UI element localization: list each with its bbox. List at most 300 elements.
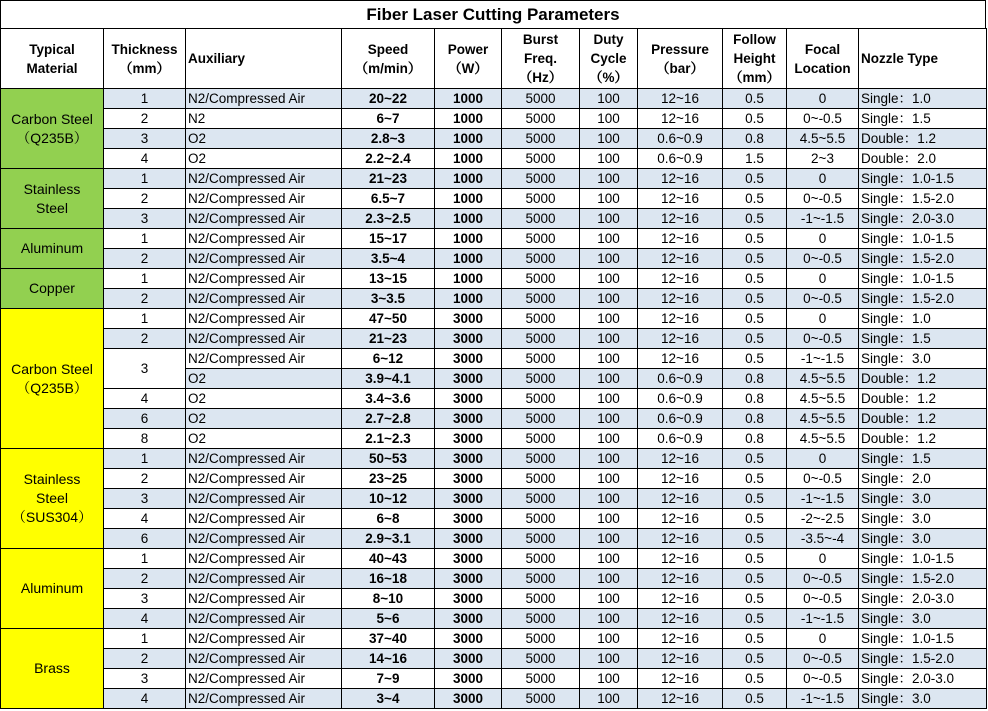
thickness-cell: 3 (104, 669, 186, 689)
header-duty-cycle (580, 29, 638, 89)
header-line: （m/min） (354, 60, 422, 76)
burst-freq-cell: 5000 (502, 229, 580, 249)
pressure-cell: 12~16 (638, 489, 723, 509)
power-cell: 3000 (435, 449, 502, 469)
power-cell: 3000 (435, 369, 502, 389)
auxiliary-cell: N2/Compressed Air (186, 509, 342, 529)
burst-freq-cell: 5000 (502, 309, 580, 329)
thickness-cell: 3 (104, 209, 186, 229)
header-line: Material (26, 60, 78, 76)
power-cell: 3000 (435, 489, 502, 509)
power-cell: 1000 (435, 249, 502, 269)
duty-cycle-cell: 100 (580, 229, 638, 249)
thickness-cell: 2 (104, 289, 186, 309)
thickness-cell: 2 (104, 249, 186, 269)
speed-cell: 2.2~2.4 (342, 149, 435, 169)
speed-cell: 3~3.5 (342, 289, 435, 309)
auxiliary-cell: N2/Compressed Air (186, 209, 342, 229)
pressure-cell: 12~16 (638, 269, 723, 289)
nozzle-type-cell: Single：1.5-2.0 (859, 569, 987, 589)
auxiliary-cell: N2/Compressed Air (186, 529, 342, 549)
header-thickness (104, 29, 186, 89)
table-row (1, 569, 987, 589)
pressure-cell: 12~16 (638, 669, 723, 689)
header-focal-location (787, 29, 859, 89)
table-row (1, 669, 987, 689)
follow-height-cell: 0.5 (723, 109, 787, 129)
duty-cycle-cell: 100 (580, 669, 638, 689)
auxiliary-cell: N2/Compressed Air (186, 349, 342, 369)
focal-location-cell: 0~-0.5 (787, 289, 859, 309)
auxiliary-cell: N2/Compressed Air (186, 549, 342, 569)
header-line: Typical (29, 41, 75, 57)
thickness-cell: 3 (104, 349, 186, 389)
table-row (1, 549, 987, 569)
pressure-cell: 12~16 (638, 649, 723, 669)
power-cell: 3000 (435, 469, 502, 489)
auxiliary-cell: N2/Compressed Air (186, 489, 342, 509)
nozzle-type-cell: Single：1.0-1.5 (859, 269, 987, 289)
material-label: （Q235B） (16, 379, 88, 396)
nozzle-type-cell: Single：3.0 (859, 609, 987, 629)
speed-cell: 6.5~7 (342, 189, 435, 209)
header-follow-height (723, 29, 787, 89)
header-power (435, 29, 502, 89)
duty-cycle-cell: 100 (580, 189, 638, 209)
thickness-cell: 2 (104, 329, 186, 349)
thickness-cell: 1 (104, 89, 186, 109)
duty-cycle-cell: 100 (580, 549, 638, 569)
focal-location-cell: 0 (787, 629, 859, 649)
duty-cycle-cell: 100 (580, 489, 638, 509)
auxiliary-cell: N2/Compressed Air (186, 229, 342, 249)
speed-cell: 6~7 (342, 109, 435, 129)
speed-cell: 7~9 (342, 669, 435, 689)
burst-freq-cell: 5000 (502, 509, 580, 529)
speed-cell: 47~50 (342, 309, 435, 329)
power-cell: 3000 (435, 649, 502, 669)
thickness-cell: 1 (104, 269, 186, 289)
pressure-cell: 12~16 (638, 509, 723, 529)
auxiliary-cell: N2/Compressed Air (186, 189, 342, 209)
power-cell: 3000 (435, 309, 502, 329)
nozzle-type-cell: Single：1.5 (859, 109, 987, 129)
header-line: Pressure (651, 41, 709, 57)
header-speed (342, 29, 435, 89)
follow-height-cell: 0.5 (723, 289, 787, 309)
focal-location-cell: 2~3 (787, 149, 859, 169)
auxiliary-cell: N2 (186, 109, 342, 129)
focal-location-cell: 0~-0.5 (787, 189, 859, 209)
focal-location-cell: 0 (787, 269, 859, 289)
header-line: Focal (804, 41, 841, 57)
auxiliary-cell: O2 (186, 429, 342, 449)
duty-cycle-cell: 100 (580, 329, 638, 349)
speed-cell: 2.1~2.3 (342, 429, 435, 449)
nozzle-type-cell: Double：1.2 (859, 389, 987, 409)
burst-freq-cell: 5000 (502, 549, 580, 569)
burst-freq-cell: 5000 (502, 209, 580, 229)
burst-freq-cell: 5000 (502, 409, 580, 429)
focal-location-cell: 0 (787, 549, 859, 569)
header-material (1, 29, 104, 89)
nozzle-type-cell: Single：1.5 (859, 449, 987, 469)
material-label: Carbon Steel (11, 360, 93, 377)
duty-cycle-cell: 100 (580, 269, 638, 289)
power-cell: 1000 (435, 149, 502, 169)
speed-cell: 23~25 (342, 469, 435, 489)
pressure-cell: 0.6~0.9 (638, 149, 723, 169)
focal-location-cell: -1~-1.5 (787, 489, 859, 509)
power-cell: 3000 (435, 389, 502, 409)
focal-location-cell: 4.5~5.5 (787, 129, 859, 149)
material-cell (1, 89, 104, 169)
power-cell: 3000 (435, 509, 502, 529)
duty-cycle-cell: 100 (580, 509, 638, 529)
burst-freq-cell: 5000 (502, 629, 580, 649)
duty-cycle-cell: 100 (580, 609, 638, 629)
table-row (1, 249, 987, 269)
auxiliary-cell: O2 (186, 369, 342, 389)
header-line: （bar） (655, 60, 704, 76)
header-line: Location (794, 60, 851, 76)
burst-freq-cell: 5000 (502, 529, 580, 549)
table-row (1, 349, 987, 369)
power-cell: 3000 (435, 689, 502, 709)
material-cell (1, 269, 104, 309)
material-label: Steel (36, 199, 68, 216)
auxiliary-cell: N2/Compressed Air (186, 629, 342, 649)
burst-freq-cell: 5000 (502, 369, 580, 389)
auxiliary-cell: N2/Compressed Air (186, 449, 342, 469)
speed-cell: 37~40 (342, 629, 435, 649)
nozzle-type-cell: Single：1.0 (859, 309, 987, 329)
follow-height-cell: 0.8 (723, 389, 787, 409)
header-line: （mm） (118, 60, 170, 76)
table-row (1, 389, 987, 409)
duty-cycle-cell: 100 (580, 209, 638, 229)
follow-height-cell: 0.8 (723, 369, 787, 389)
power-cell: 3000 (435, 549, 502, 569)
pressure-cell: 12~16 (638, 469, 723, 489)
duty-cycle-cell: 100 (580, 529, 638, 549)
focal-location-cell: 0~-0.5 (787, 589, 859, 609)
auxiliary-cell: O2 (186, 129, 342, 149)
table-row (1, 429, 987, 449)
header-line: Height (733, 51, 776, 66)
speed-cell: 2.7~2.8 (342, 409, 435, 429)
power-cell: 3000 (435, 349, 502, 369)
thickness-cell: 2 (104, 569, 186, 589)
material-cell (1, 549, 104, 629)
thickness-cell: 4 (104, 389, 186, 409)
pressure-cell: 12~16 (638, 349, 723, 369)
speed-cell: 8~10 (342, 589, 435, 609)
follow-height-cell: 0.5 (723, 89, 787, 109)
material-cell (1, 449, 104, 549)
thickness-cell: 3 (104, 129, 186, 149)
pressure-cell: 12~16 (638, 529, 723, 549)
table-row (1, 209, 987, 229)
follow-height-cell: 0.5 (723, 249, 787, 269)
nozzle-type-cell: Single：2.0 (859, 469, 987, 489)
speed-cell: 10~12 (342, 489, 435, 509)
speed-cell: 2.8~3 (342, 129, 435, 149)
nozzle-type-cell: Double：2.0 (859, 149, 987, 169)
auxiliary-cell: O2 (186, 409, 342, 429)
material-label: Aluminum (20, 240, 84, 256)
nozzle-type-cell: Single：1.5-2.0 (859, 189, 987, 209)
duty-cycle-cell: 100 (580, 429, 638, 449)
table-row (1, 509, 987, 529)
focal-location-cell: 0~-0.5 (787, 109, 859, 129)
sheet-title: Fiber Laser Cutting Parameters (0, 0, 986, 28)
table-row (1, 309, 987, 329)
header-line: Nozzle Type (861, 51, 939, 66)
table-header (1, 29, 987, 89)
auxiliary-cell: N2/Compressed Air (186, 269, 342, 289)
thickness-cell: 6 (104, 409, 186, 429)
nozzle-type-cell: Single：1.5-2.0 (859, 289, 987, 309)
header-line: Freq. (523, 51, 557, 66)
header-nozzle-type (859, 29, 987, 89)
focal-location-cell: 4.5~5.5 (787, 409, 859, 429)
auxiliary-cell: N2/Compressed Air (186, 89, 342, 109)
pressure-cell: 12~16 (638, 449, 723, 469)
nozzle-type-cell: Single：2.0-3.0 (859, 589, 987, 609)
table-row (1, 489, 987, 509)
focal-location-cell: 0 (787, 169, 859, 189)
burst-freq-cell: 5000 (502, 469, 580, 489)
auxiliary-cell: O2 (186, 149, 342, 169)
table-row (1, 289, 987, 309)
follow-height-cell: 0.5 (723, 549, 787, 569)
duty-cycle-cell: 100 (580, 369, 638, 389)
table-row (1, 229, 987, 249)
auxiliary-cell: N2/Compressed Air (186, 689, 342, 709)
thickness-cell: 1 (104, 169, 186, 189)
table-row (1, 149, 987, 169)
power-cell: 3000 (435, 609, 502, 629)
follow-height-cell: 0.5 (723, 309, 787, 329)
pressure-cell: 12~16 (638, 549, 723, 569)
duty-cycle-cell: 100 (580, 649, 638, 669)
power-cell: 1000 (435, 129, 502, 149)
duty-cycle-cell: 100 (580, 409, 638, 429)
burst-freq-cell: 5000 (502, 449, 580, 469)
pressure-cell: 12~16 (638, 229, 723, 249)
material-label: （Q235B） (16, 129, 88, 146)
table-row (1, 689, 987, 709)
header-line: Thickness (111, 41, 178, 57)
header-row (1, 29, 987, 89)
header-auxiliary (186, 29, 342, 89)
power-cell: 1000 (435, 229, 502, 249)
burst-freq-cell: 5000 (502, 689, 580, 709)
nozzle-type-cell: Double：1.2 (859, 369, 987, 389)
material-cell (1, 309, 104, 449)
table-row (1, 449, 987, 469)
follow-height-cell: 1.5 (723, 149, 787, 169)
speed-cell: 13~15 (342, 269, 435, 289)
material-label: Stainless (23, 471, 81, 487)
auxiliary-cell: N2/Compressed Air (186, 309, 342, 329)
burst-freq-cell: 5000 (502, 569, 580, 589)
follow-height-cell: 0.5 (723, 529, 787, 549)
follow-height-cell: 0.5 (723, 209, 787, 229)
burst-freq-cell: 5000 (502, 389, 580, 409)
thickness-cell: 2 (104, 469, 186, 489)
table-row (1, 189, 987, 209)
pressure-cell: 12~16 (638, 569, 723, 589)
duty-cycle-cell: 100 (580, 109, 638, 129)
nozzle-type-cell: Single：1.5-2.0 (859, 649, 987, 669)
focal-location-cell: 0~-0.5 (787, 569, 859, 589)
duty-cycle-cell: 100 (580, 469, 638, 489)
pressure-cell: 12~16 (638, 309, 723, 329)
speed-cell: 3.5~4 (342, 249, 435, 269)
nozzle-type-cell: Single：3.0 (859, 349, 987, 369)
thickness-cell: 6 (104, 529, 186, 549)
follow-height-cell: 0.5 (723, 669, 787, 689)
pressure-cell: 12~16 (638, 609, 723, 629)
table-row (1, 269, 987, 289)
duty-cycle-cell: 100 (580, 289, 638, 309)
nozzle-type-cell: Double：1.2 (859, 429, 987, 449)
thickness-cell: 1 (104, 309, 186, 329)
duty-cycle-cell: 100 (580, 309, 638, 329)
focal-location-cell: -1~-1.5 (787, 689, 859, 709)
follow-height-cell: 0.5 (723, 689, 787, 709)
pressure-cell: 0.6~0.9 (638, 389, 723, 409)
burst-freq-cell: 5000 (502, 329, 580, 349)
material-cell (1, 629, 104, 709)
auxiliary-cell: N2/Compressed Air (186, 589, 342, 609)
pressure-cell: 12~16 (638, 289, 723, 309)
focal-location-cell: 0 (787, 89, 859, 109)
burst-freq-cell: 5000 (502, 269, 580, 289)
auxiliary-cell: O2 (186, 389, 342, 409)
pressure-cell: 0.6~0.9 (638, 429, 723, 449)
nozzle-type-cell: Single：3.0 (859, 509, 987, 529)
focal-location-cell: 4.5~5.5 (787, 369, 859, 389)
material-cell (1, 169, 104, 229)
table-row (1, 469, 987, 489)
pressure-cell: 12~16 (638, 89, 723, 109)
pressure-cell: 0.6~0.9 (638, 369, 723, 389)
material-label: Brass (34, 660, 70, 676)
speed-cell: 3.9~4.1 (342, 369, 435, 389)
power-cell: 1000 (435, 209, 502, 229)
speed-cell: 5~6 (342, 609, 435, 629)
header-pressure (638, 29, 723, 89)
burst-freq-cell: 5000 (502, 609, 580, 629)
nozzle-type-cell: Single：1.0-1.5 (859, 549, 987, 569)
thickness-cell: 3 (104, 589, 186, 609)
follow-height-cell: 0.8 (723, 429, 787, 449)
burst-freq-cell: 5000 (502, 129, 580, 149)
burst-freq-cell: 5000 (502, 289, 580, 309)
speed-cell: 3.4~3.6 (342, 389, 435, 409)
speed-cell: 16~18 (342, 569, 435, 589)
focal-location-cell: 0~-0.5 (787, 649, 859, 669)
burst-freq-cell: 5000 (502, 669, 580, 689)
table-row (1, 409, 987, 429)
pressure-cell: 12~16 (638, 169, 723, 189)
material-label: Copper (29, 280, 75, 296)
follow-height-cell: 0.5 (723, 229, 787, 249)
burst-freq-cell: 5000 (502, 169, 580, 189)
pressure-cell: 12~16 (638, 189, 723, 209)
auxiliary-cell: N2/Compressed Air (186, 289, 342, 309)
material-cell (1, 229, 104, 269)
header-line: Auxiliary (188, 51, 246, 66)
focal-location-cell: -3.5~-4 (787, 529, 859, 549)
nozzle-type-cell: Single：1.0 (859, 89, 987, 109)
pressure-cell: 0.6~0.9 (638, 409, 723, 429)
power-cell: 3000 (435, 629, 502, 649)
pressure-cell: 12~16 (638, 249, 723, 269)
material-label: （SUS304） (11, 509, 93, 525)
duty-cycle-cell: 100 (580, 89, 638, 109)
pressure-cell: 12~16 (638, 109, 723, 129)
thickness-cell: 1 (104, 229, 186, 249)
focal-location-cell: 0~-0.5 (787, 329, 859, 349)
header-line: Power (447, 41, 489, 57)
parameters-table (0, 28, 987, 709)
speed-cell: 50~53 (342, 449, 435, 469)
duty-cycle-cell: 100 (580, 129, 638, 149)
power-cell: 1000 (435, 289, 502, 309)
table-body (1, 89, 987, 709)
thickness-cell: 1 (104, 549, 186, 569)
auxiliary-cell: N2/Compressed Air (186, 329, 342, 349)
table-row (1, 649, 987, 669)
duty-cycle-cell: 100 (580, 449, 638, 469)
burst-freq-cell: 5000 (502, 109, 580, 129)
pressure-cell: 12~16 (638, 329, 723, 349)
nozzle-type-cell: Single：1.0-1.5 (859, 629, 987, 649)
focal-location-cell: 0~-0.5 (787, 469, 859, 489)
duty-cycle-cell: 100 (580, 389, 638, 409)
thickness-cell: 1 (104, 449, 186, 469)
nozzle-type-cell: Single：1.0-1.5 (859, 229, 987, 249)
nozzle-type-cell: Double：1.2 (859, 129, 987, 149)
power-cell: 3000 (435, 529, 502, 549)
follow-height-cell: 0.5 (723, 609, 787, 629)
nozzle-type-cell: Single：3.0 (859, 489, 987, 509)
burst-freq-cell: 5000 (502, 189, 580, 209)
follow-height-cell: 0.5 (723, 269, 787, 289)
duty-cycle-cell: 100 (580, 589, 638, 609)
duty-cycle-cell: 100 (580, 349, 638, 369)
table-row (1, 89, 987, 109)
follow-height-cell: 0.5 (723, 169, 787, 189)
focal-location-cell: 0~-0.5 (787, 669, 859, 689)
power-cell: 1000 (435, 109, 502, 129)
power-cell: 3000 (435, 409, 502, 429)
thickness-cell: 2 (104, 109, 186, 129)
power-cell: 3000 (435, 589, 502, 609)
thickness-cell: 2 (104, 189, 186, 209)
duty-cycle-cell: 100 (580, 569, 638, 589)
follow-height-cell: 0.5 (723, 329, 787, 349)
follow-height-cell: 0.8 (723, 409, 787, 429)
power-cell: 3000 (435, 669, 502, 689)
speed-cell: 3~4 (342, 689, 435, 709)
auxiliary-cell: N2/Compressed Air (186, 469, 342, 489)
thickness-cell: 1 (104, 629, 186, 649)
